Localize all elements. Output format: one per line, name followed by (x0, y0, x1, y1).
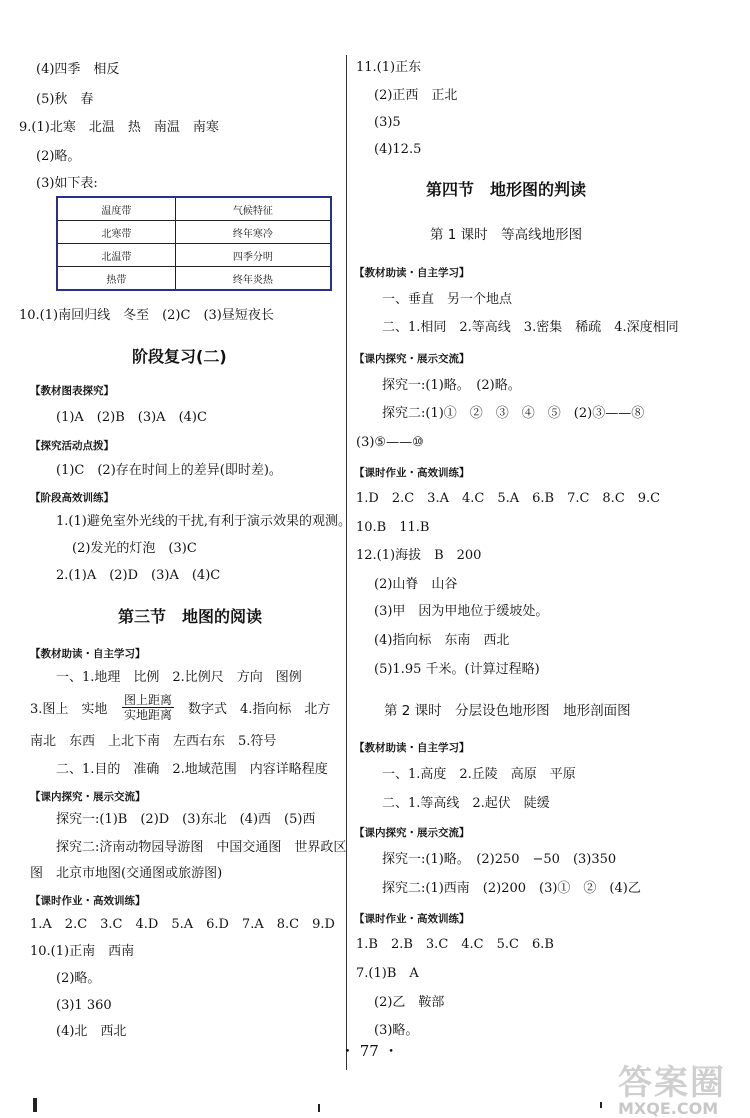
answer-line: 10.B 11.B (356, 520, 430, 535)
answer-line: 10.(1)南回归线 冬至 (2)C (3)昼短夜长 (19, 308, 274, 323)
scale-fraction (122, 693, 174, 722)
answer-line: 数字式 4.指向标 北方 (188, 702, 331, 717)
fraction-numerator: 图上距离 (124, 693, 173, 707)
answer-line: 1.(1)避免室外光线的干扰,有利于演示效果的观测。 (56, 514, 351, 529)
answer-line: 二、1.目的 准确 2.地域范围 内容详略程度 (56, 762, 328, 777)
section-label: 【教材图表探究】 (30, 385, 114, 397)
table-cell: 北寒带 (57, 221, 175, 244)
table-cell: 终年寒冷 (175, 221, 331, 244)
answer-line: (3)⑤——⑩ (356, 435, 424, 450)
answer-line: (5)1.95 千米。(计算过程略) (374, 662, 540, 677)
answer-line: 南北 东西 上北下南 左西右东 5.符号 (30, 734, 277, 749)
scan-mark (33, 1098, 37, 1112)
climate-zone-table (56, 196, 332, 291)
answer-line: 11.(1)正东 (356, 60, 422, 75)
answer-line: (4)指向标 东南 西北 (374, 633, 510, 648)
answer-line: (1)A (2)B (3)A (4)C (56, 410, 207, 425)
answer-line: (4)12.5 (374, 142, 422, 157)
answer-line: 2.(1)A (2)D (3)A (4)C (56, 568, 221, 583)
lesson-title: 第 2 课时 分层设色地形图 地形剖面图 (384, 703, 631, 719)
table-header-cell: 气候特征 (175, 197, 331, 221)
answer-line: 图 北京市地图(交通图或旅游图) (30, 866, 223, 881)
fraction-denominator: 实地距离 (124, 708, 173, 722)
answer-line: (4)北 西北 (56, 1024, 127, 1039)
answer-line: 探究二:(1)西南 (2)200 (3)① ② (4)乙 (382, 881, 641, 896)
table-header-cell: 温度带 (57, 197, 175, 221)
answer-line: 12.(1)海拔 B 200 (356, 548, 482, 563)
column-divider (346, 55, 347, 1070)
section-label: 【课时作业・高效训练】 (30, 895, 146, 907)
answer-line: 探究二:(1)① ② ③ ④ ⑤ (2)③——⑧ (382, 406, 645, 421)
answer-line: (4)四季 相反 (36, 62, 120, 77)
table-row (57, 221, 331, 244)
answer-line: 探究一:(1)略。 (2)略。 (382, 378, 521, 393)
answer-line: 一、垂直 另一个地点 (382, 292, 513, 307)
table-cell: 北温带 (57, 244, 175, 267)
answer-line: (1)C (2)存在时间上的差异(即时差)。 (56, 463, 282, 478)
page-number: ・ 77 ・ (340, 1042, 399, 1060)
review-title: 阶段复习(二) (132, 347, 227, 366)
answer-line: 9.(1)北寒 北温 热 南温 南寒 (19, 120, 219, 135)
answer-line: (2)略。 (56, 971, 101, 986)
table-header-row (57, 197, 331, 221)
table-cell: 四季分明 (175, 244, 331, 267)
section-label: 【教材助读・自主学习】 (354, 267, 470, 279)
answer-line: (3)略。 (374, 1023, 419, 1038)
answer-line: 1.B 2.B 3.C 4.C 5.C 6.B (356, 937, 554, 952)
answer-line: 探究一:(1)B (2)D (3)东北 (4)西 (5)西 (56, 812, 316, 827)
answer-line: 探究二:济南动物园导游图 中国交通图 世界政区 (56, 840, 347, 855)
section-label: 【课时作业・高效训练】 (354, 467, 470, 479)
answer-line: 二、1.等高线 2.起伏 陡缓 (382, 796, 550, 811)
section-title: 第三节 地图的阅读 (118, 607, 263, 626)
section-title: 第四节 地形图的判读 (426, 180, 587, 199)
site-watermark (618, 1065, 726, 1117)
section-label: 【课内探究・展示交流】 (30, 791, 146, 803)
section-label: 【探究活动点拨】 (30, 440, 114, 452)
table-row (57, 267, 331, 291)
watermark-logo-text: 答案圈 (618, 1063, 726, 1103)
answer-line: (2)乙 鞍部 (374, 995, 445, 1010)
answer-line: 1.D 2.C 3.A 4.C 5.A 6.B 7.C 8.C 9.C (356, 491, 661, 506)
section-label: 【阶段高效训练】 (30, 492, 114, 504)
answer-line: 3.图上 实地 (30, 702, 108, 717)
answer-line: (2)正西 正北 (374, 88, 458, 103)
answer-line: 1.A 2.C 3.C 4.D 5.A 6.D 7.A 8.C 9.D (30, 917, 335, 932)
watermark-url-text: MXQE.COM (618, 1099, 719, 1118)
section-label: 【课内探究・展示交流】 (354, 827, 470, 839)
answer-line: (2)发光的灯泡 (3)C (72, 541, 197, 556)
answer-line: (3)1 360 (56, 998, 112, 1013)
answer-line: 一、1.地理 比例 2.比例尺 方向 图例 (56, 670, 302, 685)
table-row (57, 244, 331, 267)
scan-mark (600, 1102, 602, 1108)
section-label: 【课时作业・高效训练】 (354, 913, 470, 925)
answer-line: (5)秋 春 (36, 92, 94, 107)
section-label: 【教材助读・自主学习】 (30, 648, 146, 660)
answer-line: (3)5 (374, 115, 401, 130)
scan-mark (318, 1104, 320, 1112)
answer-line: 一、1.高度 2.丘陵 高原 平原 (382, 767, 576, 782)
section-label: 【课内探究・展示交流】 (354, 353, 470, 365)
lesson-title: 第 1 课时 等高线地形图 (430, 227, 583, 243)
table-cell: 热带 (57, 267, 175, 291)
answer-line: 二、1.相同 2.等高线 3.密集 稀疏 4.深度相同 (382, 320, 679, 335)
answer-line: (2)山脊 山谷 (374, 577, 458, 592)
answer-line: 探究一:(1)略。 (2)250 −50 (3)350 (382, 852, 617, 867)
answer-line: (3)如下表: (36, 176, 98, 191)
answer-line: (2)略。 (36, 149, 81, 164)
answer-line: (3)甲 因为甲地位于缓坡处。 (374, 604, 549, 619)
table-cell: 终年炎热 (175, 267, 331, 291)
answer-line: 10.(1)正南 西南 (30, 944, 135, 959)
answer-line: 7.(1)B A (356, 966, 419, 981)
section-label: 【教材助读・自主学习】 (354, 742, 470, 754)
